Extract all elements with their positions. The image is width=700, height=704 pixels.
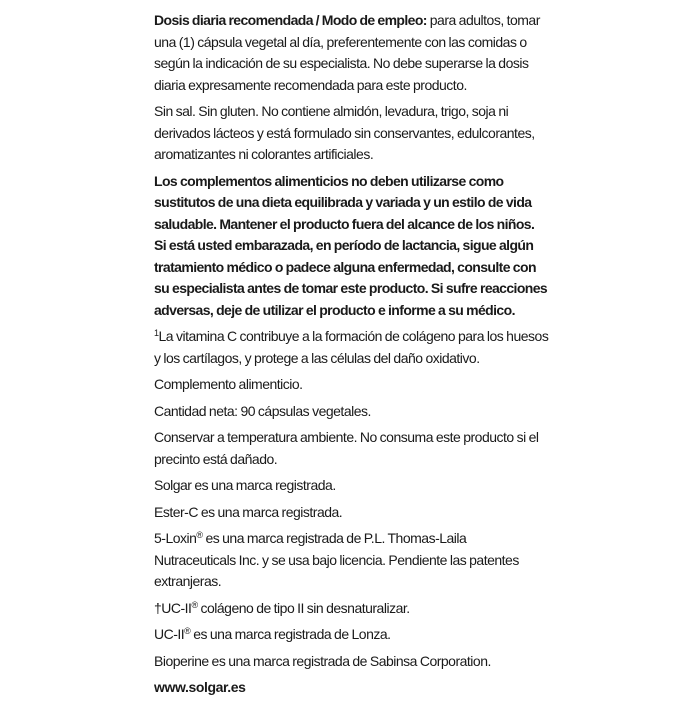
free-from-statement: Sin sal. Sin gluten. No contiene almidón, levadura, trigo, soja ni derivados lácteos y está formulado sin conservantes, edulcorantes, aromatizantes ni colorantes artificiales.	[154, 103, 535, 162]
trademark-uc-ii-lonza-text: es una marca registrada de Lonza.	[190, 626, 391, 642]
vitamin-c-footnote	[154, 326, 549, 369]
product-type: Complemento alimenticio.	[154, 376, 303, 392]
trademark-5-loxin-text: es una marca registrada de P.L. Thomas-Laila Nutraceuticals Inc. y se usa bajo licencia. Pendiente las patentes extranjeras.	[154, 530, 519, 589]
dosage-heading: Dosis diaria recomendada / Modo de empleo:	[154, 12, 427, 28]
trademark-uc-ii-lonza-name: UC-II	[154, 626, 185, 642]
registered-mark: ®	[184, 626, 191, 636]
registered-mark: ®	[196, 530, 203, 540]
footnote-text: La vitamina C contribuye a la formación de colágeno para los huesos y los cartílagos, y protege a las células del daño oxidativo.	[154, 328, 549, 366]
dosage-instructions	[154, 10, 549, 96]
trademark-solgar: Solgar es una marca registrada.	[154, 477, 336, 493]
trademark-5-loxin-name: 5-Loxin	[154, 530, 197, 546]
trademark-5-loxin	[154, 528, 549, 593]
warning-statement: Los complementos alimenticios no deben utilizarse como sustitutos de una dieta equilibrada y variada y un estilo de vida saludable. Mantener el producto fuera del alcance de los niños. Si está usted embarazada, en período de lactancia, sigue algún tratamiento médico o padece alguna enfermedad, consulte con su especialista antes de tomar este producto. Si sufre reacciones adversas, deje de utilizar el producto e informe a su médico.	[154, 172, 548, 318]
trademark-uc-ii-lonza	[154, 624, 549, 646]
website-url: www.solgar.es	[154, 679, 246, 695]
trademark-ester-c: Ester-C es una marca registrada.	[154, 503, 343, 520]
storage-instructions: Conservar a temperatura ambiente. No consuma este producto si el precinto está dañado.	[154, 429, 539, 467]
registered-mark: ®	[191, 599, 198, 610]
dosage-text: para adultos, tomar una (1) cápsula vegetal al día, preferentemente con las comidas o según la indicación de su especialista. No debe superarse la dosis diaria expresamente recomendada para este producto.	[154, 12, 540, 93]
trademark-uc-ii-collagen-name: †UC-II	[154, 599, 192, 616]
footnote-marker: 1	[154, 328, 159, 338]
supplement-label-text	[154, 10, 549, 704]
net-quantity: Cantidad neta: 90 cápsulas vegetales.	[154, 402, 371, 419]
trademark-uc-ii-collagen-text: colágeno de tipo II sin desnaturalizar.	[197, 599, 410, 616]
trademark-uc-ii-collagen	[154, 598, 549, 620]
trademark-bioperine: Bioperine es una marca registrada de Sabinsa Corporation.	[154, 652, 491, 669]
